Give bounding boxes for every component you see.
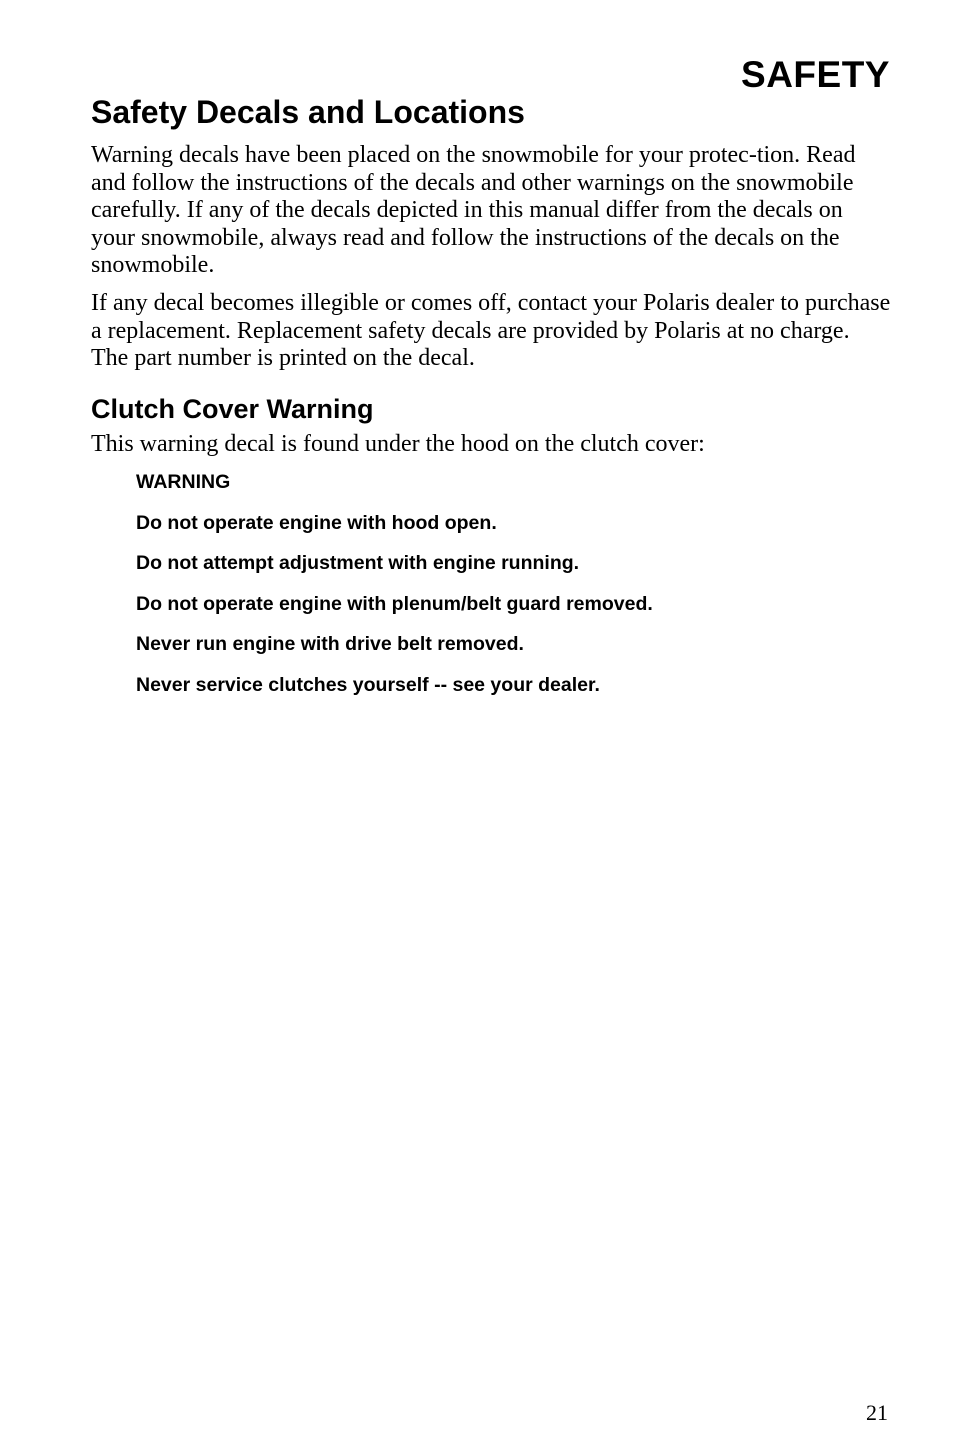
page-content [91, 92, 891, 713]
decal-line: Never service clutches yourself -- see your dealer. [136, 673, 600, 696]
intro-paragraph: Warning decals have been placed on the snowmobile for your protec-tion. Read and follow the instructions of the decals and other warnings on the snowmobile carefully. If any of the decals depicted in this manual differ from the decals on your snowmobile, always read and follow the instructions of the decals on the snowmobile. [91, 142, 856, 279]
page-title: Safety Decals and Locations [91, 94, 525, 130]
decal-line: Do not attempt adjustment with engine running. [136, 552, 580, 575]
subsection-title: Clutch Cover Warning [91, 393, 374, 424]
decal-warning-label: WARNING [136, 471, 231, 494]
decal-line: Do not operate engine with plenum/belt guard removed. [136, 592, 653, 615]
page-number: 21 [866, 1400, 888, 1425]
decal-line: Never run engine with drive belt removed. [136, 633, 524, 656]
decal-line: Do not operate engine with hood open. [136, 511, 497, 534]
replacement-paragraph: If any decal becomes illegible or comes off, contact your Polaris dealer to purchase a replacement. Replacement safety decals are provided by Polaris at no charge. The part number is printed on the decal. [91, 289, 891, 372]
subsection-intro: This warning decal is found under the hood on the clutch cover: [91, 430, 705, 457]
section-header: SAFETY [741, 54, 890, 95]
decal-text-list [136, 470, 891, 697]
